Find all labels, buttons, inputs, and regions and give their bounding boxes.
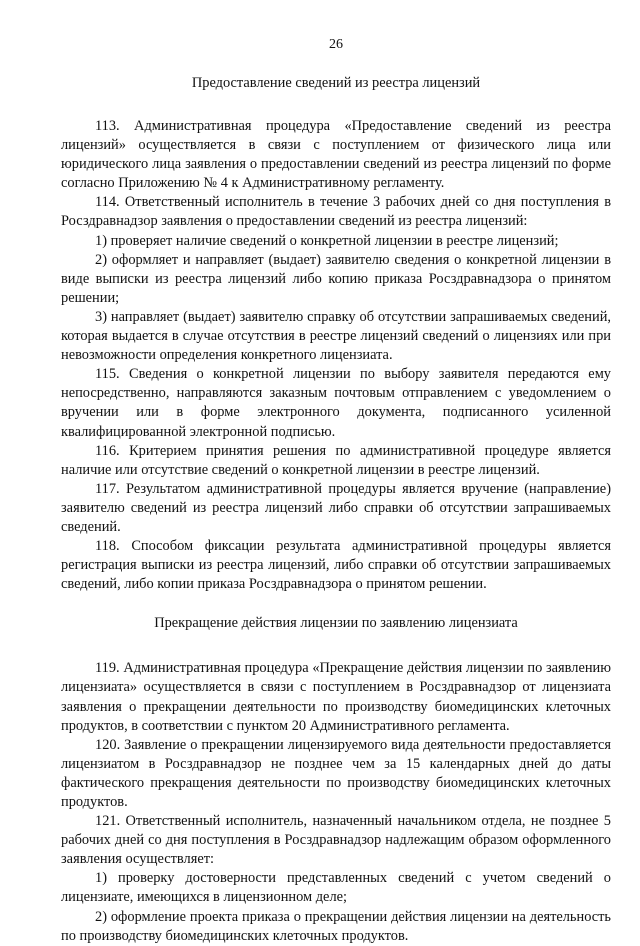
paragraph-121-item-2: 2) оформление проекта приказа о прекращении действия лицензии на деятельность по производству биомедицинских клеточных продуктов. xyxy=(61,908,611,944)
paragraph-114: 114. Ответственный исполнитель в течение 3 рабочих дней со дня поступления в Росздравнадзор заявления о предоставлении сведений из реестра лицензий: xyxy=(61,194,611,230)
section-registry-info-body xyxy=(61,117,611,594)
section-license-termination-body xyxy=(61,659,611,945)
paragraph-114-item-2: 2) оформляет и направляет (выдает) заявителю сведения о конкретной лицензии в виде выписки из реестра лицензий либо копию приказа Росздравнадзора о принятом решении; xyxy=(61,251,611,306)
paragraph-113: 113. Административная процедура «Предоставление сведений из реестра лицензий» осуществляется в связи с поступлением от физического лица или юридического лица заявления о предоставлении сведений из реестра лицензий по форме согласно Приложению № 4 к Административному регламенту. xyxy=(61,118,611,192)
paragraph-116: 116. Критерием принятия решения по административной процедуре является наличие или отсутствие сведений о конкретной лицензии в реестре лицензий. xyxy=(61,442,611,478)
paragraph-119: 119. Административная процедура «Прекращение действия лицензии по заявлению лицензиата» осуществляется в связи с поступлением в Росздравнадзор от лицензиата заявления о прекращении деятельности по производству биомедицинских клеточных продуктов, в соответствии с пунктом 20 Административного регламента. xyxy=(61,660,611,734)
document-page xyxy=(61,36,611,946)
section-title-registry-info: Предоставление сведений из реестра лицензий xyxy=(191,75,481,91)
section-title-license-termination: Прекращение действия лицензии по заявлению лицензиата xyxy=(154,615,518,632)
paragraph-120: 120. Заявление о прекращении лицензируемого вида деятельности предоставляется лицензиатом в Росздравнадзор не позднее чем за 15 календарных дней до даты фактического прекращения деятельности по производству биомедицинских клеточных продуктов. xyxy=(61,736,611,810)
paragraph-118: 118. Способом фиксации результата административной процедуры является регистрация выписки из реестра лицензий, либо справки об отсутствии запрашиваемых сведений, либо копии приказа Росздравнадзора о принятом решении. xyxy=(61,538,611,593)
paragraph-121-item-1: 1) проверку достоверности представленных сведений с учетом сведений о лицензиате, имеющихся в лицензионном деле; xyxy=(61,870,611,906)
paragraph-114-item-3: 3) направляет (выдает) заявителю справку об отсутствии запрашиваемых сведений, которая выдается в случае отсутствия в реестре лицензий сведений о лицензиях или при невозможности определения конкретного лицензиата. xyxy=(61,308,611,364)
page-number: 26 xyxy=(329,37,343,52)
paragraph-115: 115. Сведения о конкретной лицензии по выбору заявителя передаются ему непосредственно, направляются заказным почтовым отправлением с уведомлением о вручении или в форме электронного документа, подписанного усиленной квалифицированной электронной подписью. xyxy=(61,366,611,440)
paragraph-114-item-1: 1) проверяет наличие сведений о конкретной лицензии в реестре лицензий; xyxy=(95,232,559,249)
paragraph-121: 121. Ответственный исполнитель, назначенный начальником отдела, не позднее 5 рабочих дней со дня поступления в Росздравнадзор надлежащим образом оформленного заявления осуществляет: xyxy=(61,813,611,868)
paragraph-117: 117. Результатом административной процедуры является вручение (направление) заявителю сведений из реестра лицензий либо справки об отсутствии запрашиваемых сведений. xyxy=(61,480,611,535)
